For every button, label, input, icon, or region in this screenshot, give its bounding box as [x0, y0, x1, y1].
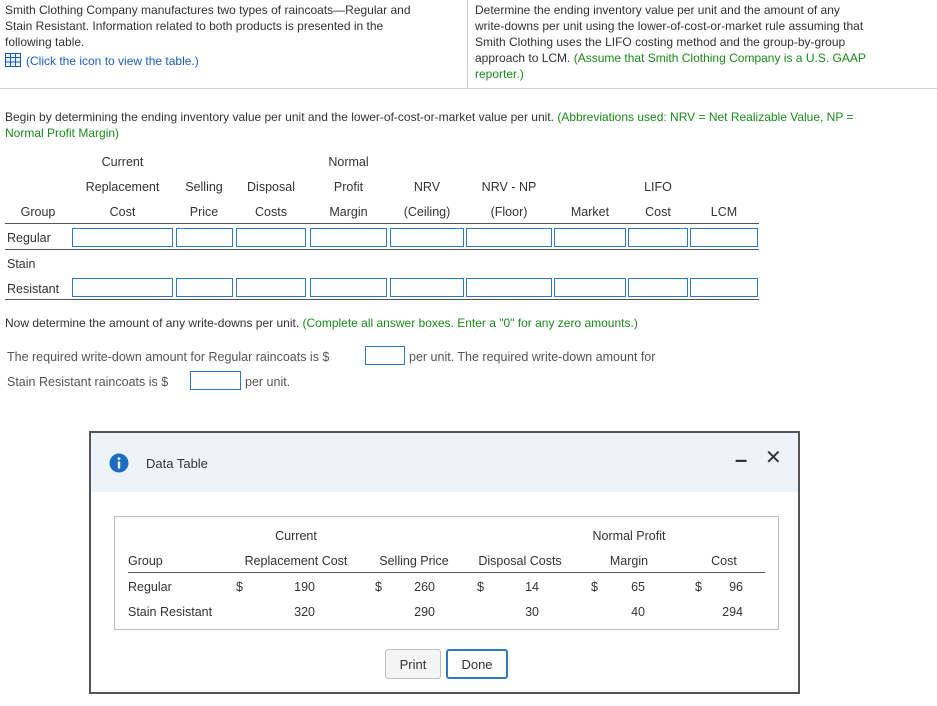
stain-npm-input[interactable]: [310, 278, 387, 297]
intro-right-panel: [468, 0, 937, 89]
intro-left-line1: Smith Clothing Company manufactures two types of raincoats—Regular and: [5, 3, 411, 17]
regular-lifo-input[interactable]: [628, 228, 688, 247]
instruction-1-text: Begin by determining the ending inventory value per unit and the lower-of-cost-or-market value per unit.: [5, 110, 558, 124]
row-regular-divider: [5, 249, 759, 250]
row-stain-divider: [5, 299, 759, 300]
instruction-2: [5, 315, 638, 331]
row-stain-label-line1: Stain: [7, 257, 36, 271]
header-lifo-line2: Cost: [645, 205, 671, 219]
dt-row-regular-group: Regular: [128, 580, 172, 594]
dt-header-npm-line2: Margin: [609, 554, 649, 568]
stain-lcm-input[interactable]: [690, 278, 758, 297]
dt-row-regular-npm-currency: $: [591, 580, 598, 594]
stain-lifo-input[interactable]: [628, 278, 688, 297]
writedown-part1: The required write-down amount for Regular raincoats is $: [7, 350, 330, 364]
header-nrvnp-line2: (Floor): [490, 205, 528, 219]
dt-header-group: Group: [128, 554, 163, 568]
data-table: [114, 516, 779, 630]
dt-row-regular-crc-currency: $: [236, 580, 243, 594]
instruction-1: [5, 109, 853, 125]
instruction-2-green: (Complete all answer boxes. Enter a "0" for any zero amounts.): [302, 316, 638, 330]
regular-dc-input[interactable]: [236, 228, 306, 247]
dt-header-npm-line1: Normal Profit: [592, 529, 666, 543]
dt-header-crc-line2: Replacement Cost: [244, 554, 348, 568]
intro-right-line4-text: approach to LCM.: [475, 51, 574, 65]
dt-row-regular-cost: 96: [729, 580, 743, 594]
header-dc-line1: Disposal: [247, 180, 295, 194]
header-npm-line1: Normal: [328, 155, 369, 169]
header-nrv-line1: NRV: [413, 180, 441, 194]
stain-sp-input[interactable]: [176, 278, 233, 297]
header-crc-line3: Cost: [109, 205, 136, 219]
header-sp-line2: Price: [189, 205, 219, 219]
intro-left-line3: following table.: [5, 35, 85, 49]
row-stain-label-line2: Resistant: [7, 282, 60, 296]
dt-row-regular-npm: 65: [631, 580, 645, 594]
dt-row-regular-dc: 14: [525, 580, 539, 594]
header-npm-line2: Profit: [333, 180, 364, 194]
modal-header: [91, 433, 798, 492]
dt-header-dc: Disposal Costs: [478, 554, 562, 568]
dt-header-sp: Selling Price: [379, 554, 449, 568]
modal-title: Data Table: [146, 456, 208, 471]
header-npm-line3: Margin: [329, 205, 368, 219]
regular-nrv-input[interactable]: [390, 228, 464, 247]
dt-header-divider: [128, 572, 765, 573]
stain-nrv-input[interactable]: [390, 278, 464, 297]
minimize-icon[interactable]: –: [735, 447, 748, 472]
header-nrv-line2: (Ceiling): [403, 205, 451, 219]
intro-right-line1: Determine the ending inventory value per unit and the amount of any: [475, 3, 840, 17]
regular-npm-input[interactable]: [310, 228, 387, 247]
done-button[interactable]: Done: [446, 649, 508, 679]
view-table-link[interactable]: (Click the icon to view the table.): [26, 54, 199, 68]
header-group: Group: [20, 205, 56, 219]
dt-row-regular-cost-currency: $: [695, 580, 702, 594]
instruction-2-text: Now determine the amount of any write-downs per unit.: [5, 316, 303, 330]
intro-right-line3: Smith Clothing uses the LIFO costing method and the group-by-group: [475, 35, 846, 49]
stain-crc-input[interactable]: [72, 278, 173, 297]
stain-writedown-input[interactable]: [190, 371, 241, 390]
header-dc-line2: Costs: [255, 205, 287, 219]
dt-row-stain-dc: 30: [525, 605, 539, 619]
dt-row-regular-dc-currency: $: [477, 580, 484, 594]
dt-row-stain-sp: 290: [414, 605, 435, 619]
header-market: Market: [570, 205, 610, 219]
regular-writedown-input[interactable]: [365, 346, 405, 365]
dt-row-regular-sp-currency: $: [375, 580, 382, 594]
dt-row-stain-npm: 40: [631, 605, 645, 619]
row-regular-label: Regular: [7, 231, 51, 245]
stain-nrvnp-input[interactable]: [466, 278, 552, 297]
table-icon[interactable]: [5, 53, 21, 67]
instruction-1-green-b: Normal Profit Margin): [5, 126, 120, 140]
dt-row-stain-group: Stain Resistant: [128, 605, 213, 619]
regular-crc-input[interactable]: [72, 228, 173, 247]
close-icon[interactable]: ✕: [765, 447, 782, 469]
dt-row-stain-crc: 320: [294, 605, 315, 619]
intro-right-line5: reporter.): [475, 67, 524, 81]
writedown-part4: per unit.: [245, 375, 291, 389]
dt-header-cost: Cost: [711, 554, 737, 568]
dt-row-stain-cost: 294: [722, 605, 743, 619]
dt-row-regular-crc: 190: [294, 580, 315, 594]
header-nrvnp-line1: NRV - NP: [481, 180, 537, 194]
header-lifo-line1: LIFO: [644, 180, 672, 194]
regular-lcm-input[interactable]: [690, 228, 758, 247]
stain-dc-input[interactable]: [236, 278, 306, 297]
data-table-modal: [89, 431, 800, 694]
regular-market-input[interactable]: [554, 228, 626, 247]
info-icon: [109, 453, 129, 473]
writedown-part2: per unit. The required write-down amount for: [409, 350, 656, 364]
header-crc-line1: Current: [101, 155, 144, 169]
regular-sp-input[interactable]: [176, 228, 233, 247]
dt-row-regular-sp: 260: [414, 580, 435, 594]
print-button[interactable]: Print: [385, 649, 441, 679]
regular-nrvnp-input[interactable]: [466, 228, 552, 247]
header-divider: [5, 223, 759, 224]
instruction-1-green-a: (Abbreviations used: NRV = Net Realizable Value, NP =: [557, 110, 854, 124]
stain-market-input[interactable]: [554, 278, 626, 297]
intro-right-line4: [475, 50, 866, 66]
header-sp-line1: Selling: [185, 180, 223, 194]
intro-right-line2: write-downs per unit using the lower-of-cost-or-market rule assuming that: [475, 19, 864, 33]
intro-right-line4-green: (Assume that Smith Clothing Company is a U.S. GAAP: [573, 51, 866, 65]
intro-left-line2: Stain Resistant. Information related to both products is presented in the: [5, 19, 384, 33]
writedown-part3: Stain Resistant raincoats is $: [7, 375, 169, 389]
dt-header-crc-line1: Current: [275, 529, 317, 543]
header-crc-line2: Replacement: [85, 180, 160, 194]
header-lcm: LCM: [710, 205, 738, 219]
intro-left-panel: [0, 0, 468, 89]
